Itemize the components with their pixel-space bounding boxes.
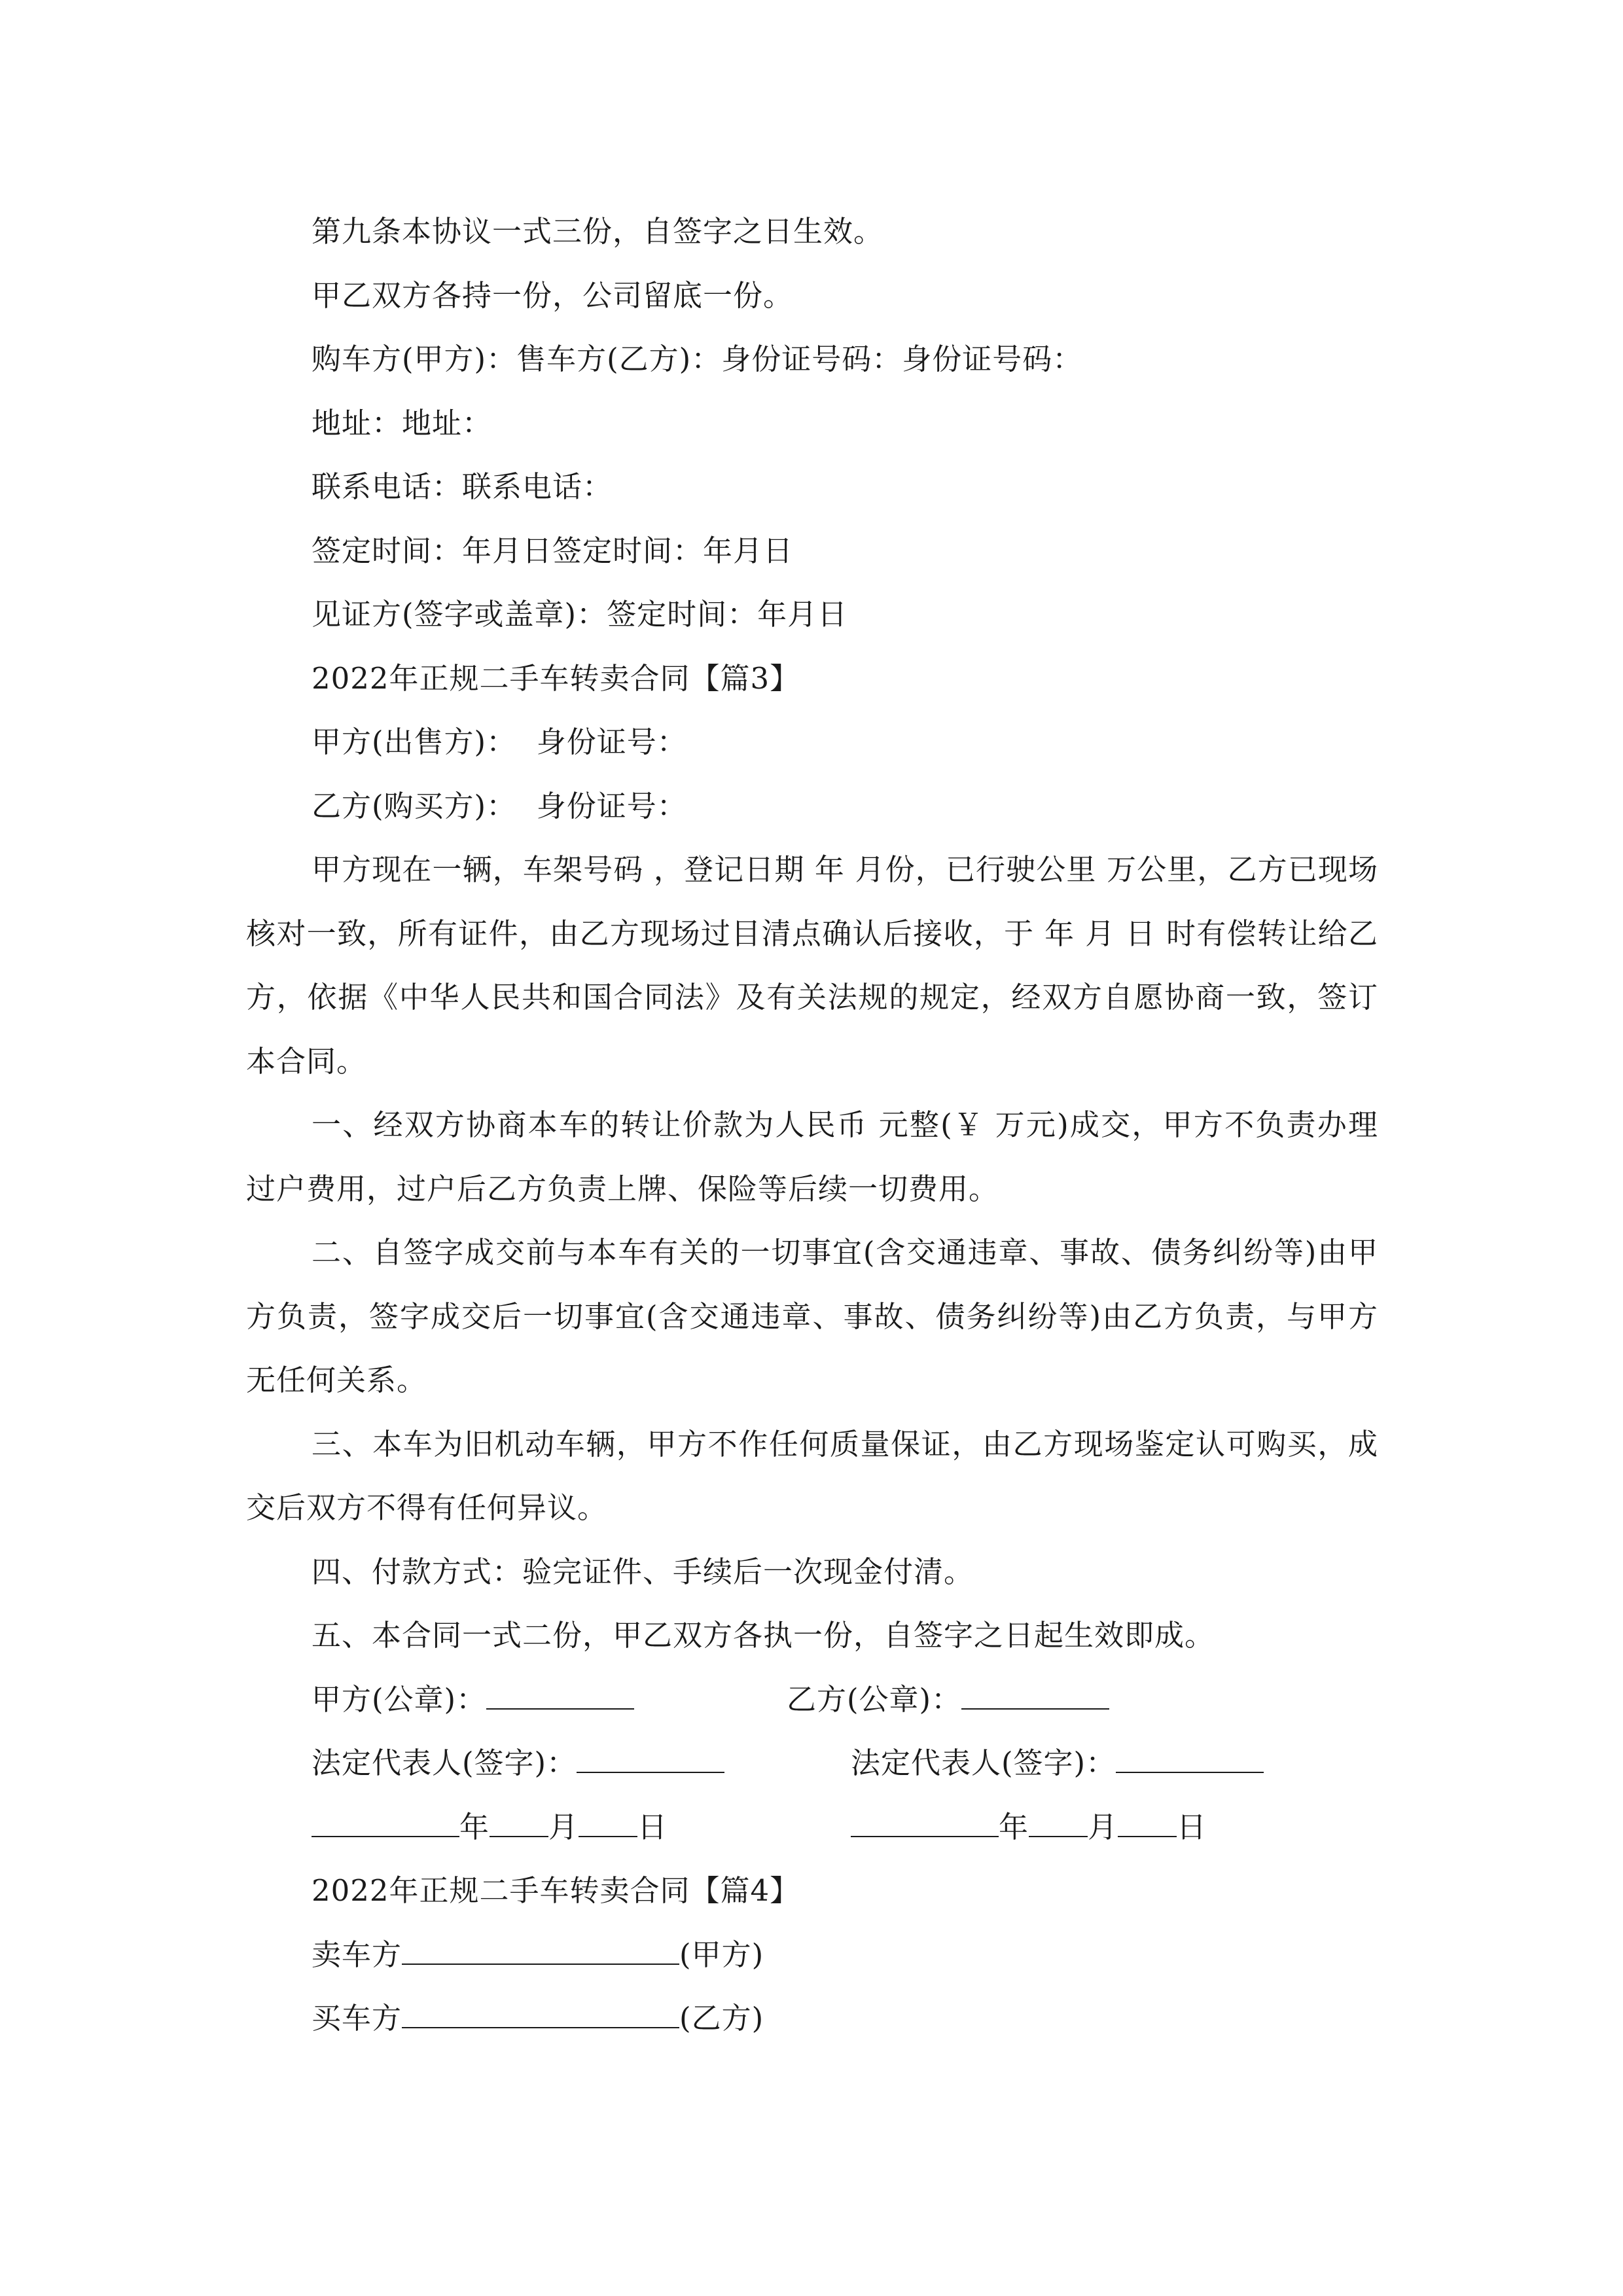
article-two: 二、自签字成交前与本车有关的一切事宜(含交通违章、事故、债务纠纷等)由甲方负责，签字成交后一切事宜(含交通违章、事故、债务纠纷等)由乙方负责，与甲方无任何关系。 [246,1235,1378,1397]
article-one: 一、经双方协商本车的转让价款为人民币 元整(￥ 万元)成交，甲方不负责办理过户费用，过户后乙方负责上牌、保险等后续一切费用。 [246,1107,1378,1206]
date-b-year-label: 年 [999,1809,1029,1844]
article-five: 五、本合同一式二份，甲乙双方各执一份，自签字之日起生效即成。 [312,1618,1215,1653]
party-a-seal-label: 甲方(公章)： [312,1681,487,1717]
date-b-month-label: 月 [1088,1809,1118,1844]
date-b-year-blank[interactable] [851,1798,999,1837]
date-a-month-blank[interactable] [490,1798,548,1837]
rep-a-blank[interactable] [577,1734,724,1773]
rep-b [851,1731,1264,1795]
buyer-blank[interactable] [402,1989,679,2028]
party-b-seal-blank[interactable] [961,1670,1109,1710]
article-three: 三、本车为旧机动车辆，甲方不作任何质量保证，由乙方现场鉴定认可购买，成交后双方不得有任何异议。 [246,1426,1378,1525]
party-b-seal-label: 乙方(公章)： [787,1681,962,1717]
date-b-day-label: 日 [1177,1809,1207,1844]
section-4-title: 2022年正规二手车转卖合同【篇4】 [312,1873,800,1908]
seller-suffix: (甲方) [679,1937,764,1972]
seller-id-line: 甲方(出售方)： 身份证号： [312,725,687,759]
seller-blank[interactable] [402,1926,679,1965]
clause-nine: 第九条本协议一式三份，自签字之日生效。 [312,214,884,249]
date-b-month-blank[interactable] [1029,1798,1088,1837]
seller-line [246,1923,1378,1987]
rep-a-label: 法定代表人(签字)： [312,1746,577,1780]
address-line: 地址：地址： [312,405,493,440]
party-a-seal-blank[interactable] [486,1670,634,1710]
copies-note: 甲乙双方各持一份，公司留底一份。 [312,278,794,313]
vehicle-description: 甲方现在一辆，车架号码 ，登记日期 年 月份，已行驶公里 万公里，乙方已现场核对一致，所有证件，由乙方现场过目清点确认后接收，于 年 月 日 时有偿转让给乙方，依据《中华人民共和国合同法》及有关法规的规定，经双方自愿协商一致，签订本合同。 [246,852,1378,1079]
article-four: 四、付款方式：验完证件、手续后一次现金付清。 [312,1554,974,1589]
rep-b-label: 法定代表人(签字)： [851,1746,1116,1780]
rep-row [246,1731,1378,1795]
date-row [246,1795,1378,1859]
buyer-line [246,1986,1378,2051]
buyer-suffix: (乙方) [679,2001,764,2036]
witness-line: 见证方(签字或盖章)：签定时间：年月日 [312,597,848,632]
date-a-year-blank[interactable] [312,1798,459,1837]
date-b [851,1795,1207,1859]
party-a-seal [312,1668,634,1732]
date-b-day-blank[interactable] [1118,1798,1177,1837]
parties-line: 购车方(甲方)：售车方(乙方)：身份证号码：身份证号码： [312,342,1083,376]
party-b-seal [787,1668,1109,1732]
date-a-month-label: 月 [548,1809,579,1844]
date-a-day-blank[interactable] [579,1798,637,1837]
date-a [312,1795,668,1859]
rep-b-blank[interactable] [1116,1734,1264,1773]
seller-label: 卖车方 [312,1937,402,1972]
buyer-label: 买车方 [312,2001,402,2036]
date-a-year-label: 年 [459,1809,490,1844]
section-3-title: 2022年正规二手车转卖合同【篇3】 [312,660,800,696]
document-body [246,200,1378,2051]
phone-line: 联系电话：联系电话： [312,469,613,504]
sign-date-line: 签定时间：年月日签定时间：年月日 [312,533,794,568]
buyer-id-line: 乙方(购买方)： 身份证号： [312,788,687,823]
rep-a [312,1731,724,1795]
seal-row [246,1668,1378,1732]
date-a-day-label: 日 [637,1809,668,1844]
